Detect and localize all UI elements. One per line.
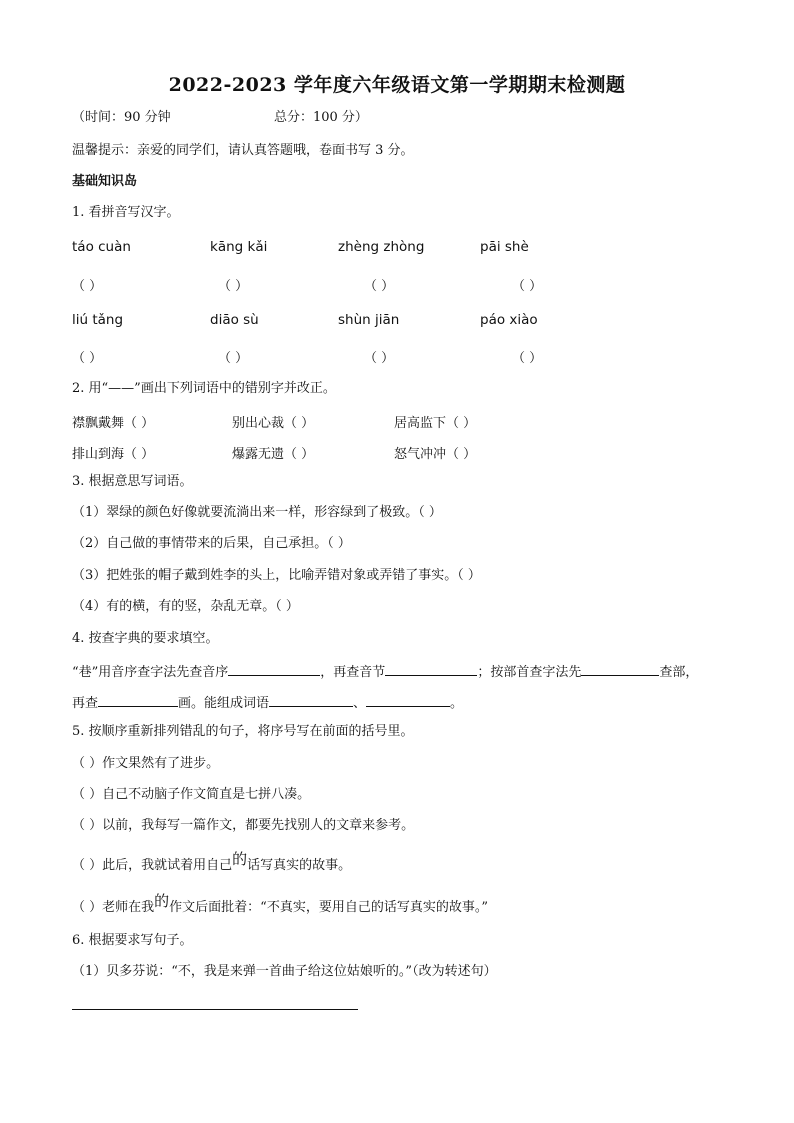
q5-text: 以前，我每写一篇作文，都要先找别人的文章来参考。: [102, 818, 415, 833]
q5-text: 的: [232, 850, 248, 868]
q5-text: 的: [154, 892, 170, 910]
q5-item-5: [72, 892, 488, 917]
q5-item-3: [72, 817, 414, 835]
q2-item[interactable]: 襟飘戴舞（ ）: [72, 416, 155, 431]
fill-blank[interactable]: [581, 661, 659, 676]
q2-item[interactable]: 怒气冲冲（ ）: [394, 447, 477, 462]
answer-box[interactable]: （ ）: [512, 351, 543, 366]
fill-blank[interactable]: [366, 692, 450, 707]
order-box[interactable]: （ ）: [72, 756, 103, 771]
q4-stem: 4. 按查字典的要求填空。: [72, 631, 219, 646]
tip-text: 温馨提示：亲爱的同学们，请认真答题哦，卷面书写 3 分。: [72, 143, 414, 158]
q4-line-2: [72, 692, 463, 713]
pinyin-1: táo cuàn: [72, 239, 131, 255]
pinyin-4: pāi shè: [480, 239, 529, 255]
answer-box[interactable]: （ ）: [218, 351, 249, 366]
q2-stem: 2. 用“——”画出下列词语中的错别字并改正。: [72, 381, 336, 396]
answer-line[interactable]: [72, 1009, 358, 1010]
q5-text: 话写真实的故事。: [247, 858, 352, 873]
total-score: 总分：100 分）: [273, 110, 368, 125]
q3-item-1[interactable]: （1）翠绿的颜色好像就要流淌出来一样，形容绿到了极致。（ ）: [72, 505, 442, 520]
q4-line-1: [72, 661, 698, 682]
pinyin-3: zhèng zhòng: [338, 239, 425, 255]
q3-stem: 3. 根据意思写词语。: [72, 474, 193, 489]
fill-blank[interactable]: [228, 661, 320, 676]
fill-blank[interactable]: [269, 692, 353, 707]
q4-text: ；按部首查字法先: [477, 665, 582, 680]
answer-box[interactable]: （ ）: [72, 279, 103, 294]
q2-item[interactable]: 别出心裁（ ）: [232, 416, 315, 431]
answer-box[interactable]: （ ）: [72, 351, 103, 366]
q2-item[interactable]: 居高监下（ ）: [394, 416, 477, 431]
q2-item[interactable]: 排山到海（ ）: [72, 447, 155, 462]
q4-text: 再查: [72, 696, 99, 711]
q5-stem: 5. 按顺序重新排列错乱的句子，将序号写在前面的括号里。: [72, 724, 414, 739]
pinyin-5: liú tǎng: [72, 312, 124, 328]
q5-text: 此后，我就试着用自己: [102, 858, 233, 873]
q5-text: 作文后面批着：“不真实，要用自己的话写真实的故事。”: [169, 900, 488, 915]
q6-stem: 6. 根据要求写句子。: [72, 933, 193, 948]
pinyin-7: shùn jiān: [338, 312, 400, 328]
q5-item-1: [72, 755, 219, 773]
answer-box[interactable]: （ ）: [512, 279, 543, 294]
order-box[interactable]: （ ）: [72, 858, 103, 873]
q3-item-4[interactable]: （4）有的横，有的竖，杂乱无章。（ ）: [72, 599, 299, 614]
q5-text: 自己不动脑子作文简直是七拼八凑。: [102, 787, 311, 802]
q3-item-2[interactable]: （2）自己做的事情带来的后果，自己承担。（ ）: [72, 536, 351, 551]
q4-text: 。: [450, 696, 464, 711]
q5-text: 老师在我: [102, 900, 155, 915]
q5-item-2: [72, 786, 310, 804]
page-title: 2022-2023 学年度六年级语文第一学期期末检测题: [168, 74, 626, 96]
q4-text: ，再查音节: [320, 665, 386, 680]
pinyin-6: diāo sù: [210, 312, 259, 328]
answer-box[interactable]: （ ）: [364, 351, 395, 366]
q4-text: 、: [353, 696, 367, 711]
order-box[interactable]: （ ）: [72, 787, 103, 802]
q4-text: “巷”用音序查字法先查音序: [72, 665, 229, 680]
exam-meta: [72, 109, 368, 127]
order-box[interactable]: （ ）: [72, 900, 103, 915]
q4-text: 画。能组成词语: [178, 696, 270, 711]
order-box[interactable]: （ ）: [72, 818, 103, 833]
q5-item-4: [72, 850, 352, 875]
answer-box[interactable]: （ ）: [218, 279, 249, 294]
pinyin-8: páo xiào: [480, 312, 538, 328]
pinyin-2: kāng kǎi: [210, 239, 268, 255]
q2-item[interactable]: 爆露无遗（ ）: [232, 447, 315, 462]
section-heading: 基础知识岛: [72, 174, 138, 189]
answer-box[interactable]: （ ）: [364, 279, 395, 294]
q4-text: 查部，: [659, 665, 699, 680]
q5-text: 作文果然有了进步。: [102, 756, 220, 771]
q3-item-3[interactable]: （3）把姓张的帽子戴到姓李的头上，比喻弄错对象或弄错了事实。（ ）: [72, 568, 481, 583]
fill-blank[interactable]: [98, 692, 178, 707]
q6-item-1: （1）贝多芬说：“不，我是来弹一首曲子给这位姑娘听的。”（改为转述句）: [72, 964, 497, 979]
fill-blank[interactable]: [385, 661, 477, 676]
time-limit: （时间：90 分钟: [72, 110, 171, 125]
q1-stem: 1. 看拼音写汉字。: [72, 205, 180, 220]
